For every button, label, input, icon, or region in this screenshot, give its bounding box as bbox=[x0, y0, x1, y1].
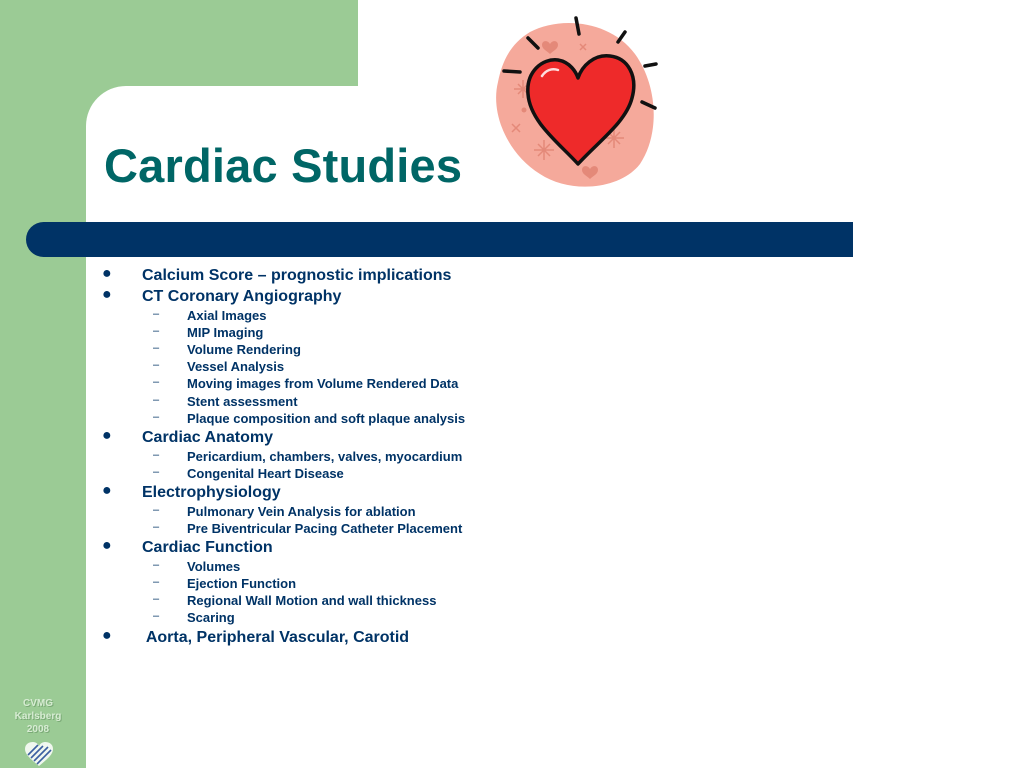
bullet-text: Volume Rendering bbox=[187, 342, 301, 358]
bullet-text: Stent assessment bbox=[187, 393, 298, 409]
dash-icon: – bbox=[153, 342, 160, 355]
bullet-text: Volumes bbox=[187, 559, 241, 575]
sub-bullet-item bbox=[153, 376, 459, 392]
bullet-text: Electrophysiology bbox=[142, 483, 281, 501]
dash-icon: – bbox=[153, 521, 160, 533]
bullet-item bbox=[102, 265, 452, 285]
cvmg-watermark bbox=[6, 697, 70, 736]
sub-bullet-item bbox=[153, 503, 416, 519]
cvmg-logo-icon bbox=[24, 741, 54, 767]
dash-icon: – bbox=[153, 393, 160, 406]
bullet-text: Congenital Heart Disease bbox=[187, 465, 344, 481]
bullet-text: Plaque composition and soft plaque analysis bbox=[187, 410, 466, 426]
bullet-item bbox=[102, 286, 342, 306]
sub-bullet-item bbox=[153, 576, 297, 592]
bullet-text: Cardiac Anatomy bbox=[142, 428, 273, 446]
sub-bullet-item bbox=[153, 325, 264, 341]
watermark-line: 2008 bbox=[26, 724, 50, 735]
dash-icon: – bbox=[153, 410, 160, 423]
bullet-text: Moving images from Volume Rendered Data bbox=[187, 376, 459, 392]
bullet-dot-icon: ● bbox=[102, 481, 112, 499]
sub-bullet-item bbox=[153, 521, 463, 536]
watermark-line: Karlsberg bbox=[14, 711, 62, 722]
bullet-item bbox=[102, 481, 281, 502]
bullet-text: Pericardium, chambers, valves, myocardium bbox=[187, 448, 463, 464]
bullet-text: CT Coronary Angiography bbox=[142, 288, 342, 305]
bullet-text: Calcium Score – prognostic implications bbox=[142, 267, 452, 284]
bullet-item bbox=[102, 426, 273, 447]
bullet-dot-icon: ● bbox=[102, 286, 112, 303]
dash-icon: – bbox=[153, 376, 160, 389]
sub-bullet-item bbox=[153, 308, 267, 323]
sub-bullet-item bbox=[153, 342, 301, 358]
bullet-item bbox=[102, 537, 273, 557]
bullet-text: Vessel Analysis bbox=[187, 359, 285, 375]
bullet-dot-icon: ● bbox=[102, 626, 112, 644]
bullet-text: Regional Wall Motion and wall thickness bbox=[187, 593, 437, 609]
bullet-text: MIP Imaging bbox=[187, 325, 264, 341]
bullet-text: Scaring bbox=[187, 610, 235, 626]
sub-bullet-item bbox=[153, 410, 466, 426]
slide-title: Cardiac Studies bbox=[104, 139, 463, 192]
bullet-text: Ejection Function bbox=[187, 576, 297, 592]
bullet-dot-icon: ● bbox=[102, 537, 112, 555]
bullet-text: Cardiac Function bbox=[142, 539, 273, 557]
dash-icon: – bbox=[153, 503, 160, 516]
dash-icon: – bbox=[153, 448, 160, 461]
sub-bullet-item bbox=[153, 359, 285, 375]
watermark-line: CVMG bbox=[23, 698, 53, 709]
bullet-text: Aorta, Peripheral Vascular, Carotid bbox=[142, 628, 410, 646]
sub-bullet-item bbox=[153, 593, 437, 609]
bullet-text: Pre Biventricular Pacing Catheter Placement bbox=[187, 521, 463, 536]
sub-bullet-item bbox=[153, 393, 298, 409]
sub-bullet-item bbox=[153, 448, 463, 464]
dash-icon: – bbox=[153, 576, 160, 589]
dash-icon: – bbox=[153, 559, 160, 572]
dash-icon: – bbox=[153, 359, 160, 372]
bullet-dot-icon: ● bbox=[102, 265, 112, 282]
bullet-dot-icon: ● bbox=[102, 426, 112, 444]
dash-icon: – bbox=[153, 593, 160, 606]
sub-bullet-item bbox=[153, 559, 241, 575]
bullet-text: Axial Images bbox=[187, 308, 267, 323]
dash-icon: – bbox=[153, 610, 160, 623]
dash-icon: – bbox=[153, 465, 160, 478]
bullet-item bbox=[102, 626, 410, 647]
dash-icon: – bbox=[153, 308, 160, 320]
dash-icon: – bbox=[153, 325, 160, 338]
bullet-text: Pulmonary Vein Analysis for ablation bbox=[187, 503, 416, 519]
sub-bullet-item bbox=[153, 465, 344, 481]
sub-bullet-item bbox=[153, 610, 235, 626]
